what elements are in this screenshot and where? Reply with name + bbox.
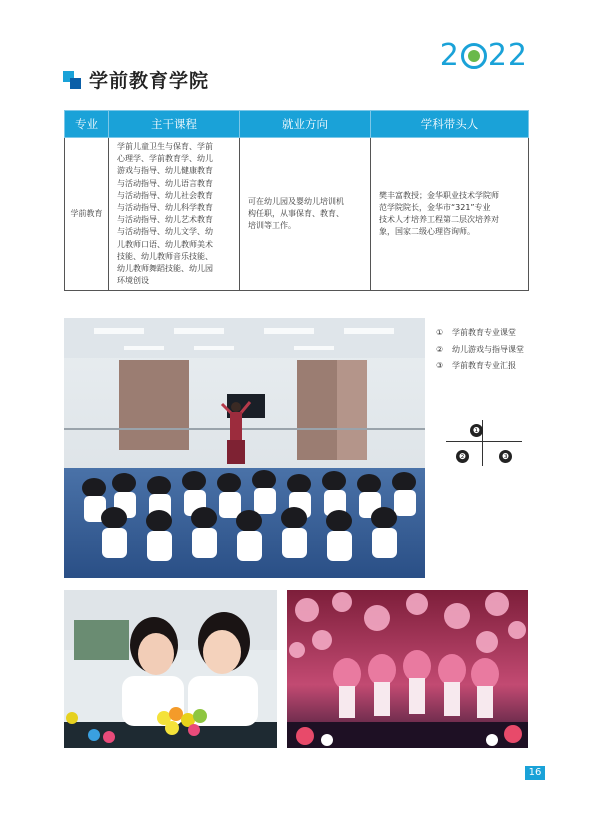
- caption-number: ③: [436, 361, 444, 370]
- section-header: [63, 66, 209, 93]
- title-squares-icon: [63, 71, 81, 89]
- year-digit: 2: [487, 38, 508, 73]
- text-line: 构任职，从事保育、教育、: [248, 209, 344, 219]
- text-line: 儿教师口语、幼儿教师美术: [117, 239, 213, 249]
- text-line: 技能、幼儿教师音乐技能、: [117, 251, 213, 261]
- column-header-career: 就业方向: [240, 111, 371, 138]
- text-line: 环境创设: [117, 276, 149, 286]
- caption-text: 学前教育专业课堂: [452, 328, 516, 337]
- text-line: 与活动指导、幼儿科学教育: [117, 203, 213, 213]
- caption-text: 幼儿游戏与指导课堂: [452, 344, 524, 354]
- text-line: 与活动指导、幼儿社会教育: [117, 190, 213, 200]
- layout-marker: ❶: [470, 424, 483, 437]
- text-line: 与活动指导、幼儿语言教育: [117, 178, 213, 188]
- photo-layout-key: [446, 420, 522, 468]
- text-line: 范学院院长，金华市“321”专业: [379, 203, 491, 213]
- courses-cell: [109, 138, 240, 291]
- text-line: 技术人才培养工程第二层次培养对: [379, 215, 499, 225]
- text-line: 幼儿教师舞蹈技能、幼儿园: [117, 264, 213, 274]
- caption-item: [436, 342, 524, 359]
- text-line: 象，国家二级心理咨询师。: [379, 227, 475, 237]
- text-line: 培训等工作。: [248, 221, 296, 231]
- layout-marker: ❸: [499, 450, 512, 463]
- table-row: [65, 138, 529, 291]
- photo-captions: [436, 325, 524, 375]
- text-line: 与活动指导、幼儿文学、幼: [117, 227, 213, 237]
- caption-number: ①: [436, 328, 444, 337]
- program-table: [64, 110, 529, 291]
- column-header-courses: 主干课程: [109, 111, 240, 138]
- career-cell: [240, 138, 371, 291]
- caption-item: [436, 358, 524, 375]
- caption-text: 学前教育专业汇报: [452, 361, 516, 370]
- caption-number: ②: [436, 344, 444, 354]
- leader-cell: [371, 138, 529, 291]
- layout-marker: ❷: [456, 450, 469, 463]
- page-number: 16: [525, 766, 545, 780]
- text-line: 可在幼儿园及婴幼儿培训机: [248, 196, 344, 206]
- page-title: 学前教育学院: [89, 70, 210, 92]
- text-line: 学前儿童卫生与保育、学前: [117, 142, 213, 151]
- year-logo: [440, 38, 528, 73]
- text-line: 游戏与指导、幼儿健康教育: [117, 166, 213, 176]
- major-cell: 学前教育: [65, 138, 109, 291]
- dance-class-photo: [64, 318, 425, 578]
- column-header-leader: 学科带头人: [371, 111, 529, 138]
- year-digit: 2: [507, 38, 528, 73]
- text-line: 樊丰富教授；金华职业技术学院师: [379, 190, 499, 200]
- text-line: 与活动指导、幼儿艺术教育: [117, 215, 213, 225]
- text-line: 心理学、学前教育学、幼儿: [117, 154, 213, 164]
- college-emblem-icon: [461, 43, 487, 69]
- table-header-row: [65, 111, 529, 138]
- toy-activity-photo: [64, 590, 277, 748]
- column-header-major: 专业: [65, 111, 109, 138]
- year-digit: 2: [439, 38, 460, 73]
- caption-item: [436, 325, 524, 342]
- stage-performance-photo: [287, 590, 528, 748]
